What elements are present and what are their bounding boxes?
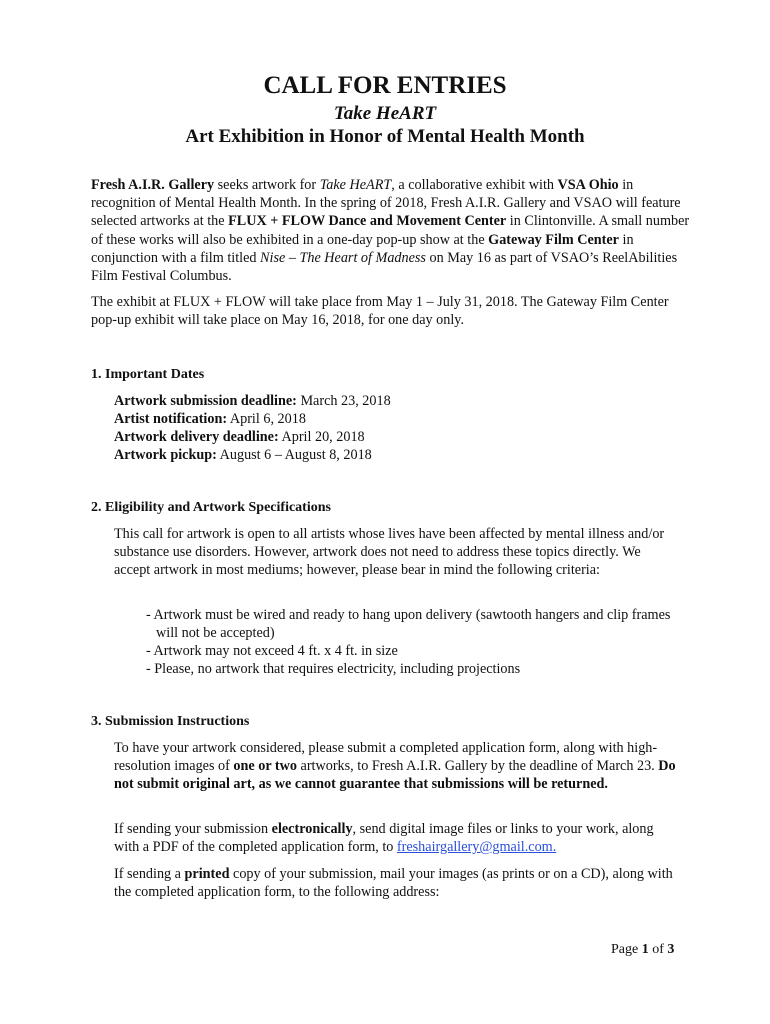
- date-value: August 6 – August 8, 2018: [216, 447, 372, 463]
- section-heading-important-dates: 1. Important Dates: [91, 367, 205, 382]
- gallery-name: Fresh A.I.R. Gallery: [91, 177, 215, 193]
- page-total: 3: [667, 942, 675, 957]
- section-heading-eligibility: 2. Eligibility and Artwork Specifications: [91, 500, 331, 515]
- date-item: [114, 392, 391, 410]
- exhibit-name-subtitle: Take HeART: [333, 103, 437, 124]
- criteria-item: - Please, no artwork that requires electricity, including projections: [146, 661, 521, 677]
- venue2-name: Gateway Film Center: [488, 231, 619, 248]
- submission-paragraph-printed: [114, 865, 684, 901]
- date-value: April 20, 2018: [278, 429, 365, 445]
- intro-text: in Clintonville. A small number of these works will also be exhibited in a one-day pop-up show at the: [91, 213, 690, 248]
- date-item: [114, 410, 391, 428]
- submission-text: copy of your submission, mail your images (as prints or on a CD), along with the completed application form, to the following address:: [114, 866, 673, 901]
- intro-text: seeks artwork for: [214, 177, 320, 193]
- submission-paragraph-electronic: [114, 820, 679, 856]
- venue-name: FLUX + FLOW Dance and Movement Center: [228, 213, 507, 230]
- date-item: [114, 428, 391, 446]
- section-heading-submission: 3. Submission Instructions: [91, 714, 250, 729]
- submission-text: If sending your submission: [114, 821, 272, 837]
- date-label: Artwork pickup:: [114, 447, 217, 463]
- page-of-label: of: [648, 942, 668, 957]
- date-value: March 23, 2018: [296, 393, 391, 409]
- page-current: 1: [641, 942, 649, 957]
- date-value: April 6, 2018: [227, 411, 306, 427]
- intro-text: in recognition of Mental Health Month. In the spring of 2018, Fresh A.I.R. Gallery and VSAO will feature selected artworks at the: [91, 177, 681, 230]
- submission-text: artworks, to Fresh A.I.R. Gallery by the deadline of March 23.: [296, 758, 659, 775]
- email-link[interactable]: freshairgallery@gmail.com.: [396, 839, 557, 856]
- page-title: CALL FOR ENTRIES: [263, 72, 507, 99]
- exhibit-name: Take HeART: [319, 177, 392, 193]
- exhibit-description-subtitle: Art Exhibition in Honor of Mental Health Month: [185, 126, 585, 147]
- original-art-warning: Do not submit original art, as we cannot guarantee that submissions will be returned.: [114, 758, 676, 793]
- submission-text: , send digital image files or links to your work, along with a PDF of the completed application form, to: [114, 821, 654, 856]
- submission-paragraph-1: [114, 739, 679, 794]
- submission-text: If sending a: [114, 866, 185, 882]
- criteria-item: - Artwork may not exceed 4 ft. x 4 ft. in size: [146, 643, 398, 659]
- page-number: [611, 942, 674, 958]
- criteria-list: [146, 606, 691, 678]
- date-label: Artist notification:: [114, 411, 228, 427]
- intro-text: on May 16 as part of VSAO’s ReelAbilities Film Festival Columbus.: [91, 249, 678, 285]
- intro-text: in conjunction with a film titled: [91, 231, 634, 266]
- submission-emphasis: one or two: [233, 758, 297, 775]
- eligibility-paragraph: This call for artwork is open to all artists whose lives have been affected by mental illness and/or substance use disorders. However, artwork does not need to address these topics directly. We accept artwork in most mediums; however, please bear in mind the following criteria:: [114, 526, 665, 579]
- intro-paragraph: [91, 176, 691, 285]
- exhibit-dates-paragraph: The exhibit at FLUX + FLOW will take place from May 1 – July 31, 2018. The Gateway Film Center pop-up exhibit will take place on May 16, 2018, for one day only.: [91, 294, 669, 329]
- criteria-item: - Artwork must be wired and ready to hang upon delivery (sawtooth hangers and clip frames will not be accepted): [146, 607, 671, 641]
- intro-text: , a collaborative exhibit with: [391, 177, 558, 193]
- submission-emphasis: printed: [184, 866, 230, 882]
- date-label: Artwork submission deadline:: [114, 393, 297, 409]
- date-label: Artwork delivery deadline:: [114, 429, 279, 445]
- page-label: Page: [611, 942, 642, 957]
- submission-emphasis: electronically: [271, 821, 353, 837]
- important-dates-list: [114, 392, 391, 464]
- partner-name: VSA Ohio: [557, 177, 619, 193]
- submission-text: To have your artwork considered, please submit a completed application form, along with high-resolution images of: [114, 740, 658, 775]
- date-item: [114, 446, 391, 464]
- film-title: Nise – The Heart of Madness: [260, 249, 426, 266]
